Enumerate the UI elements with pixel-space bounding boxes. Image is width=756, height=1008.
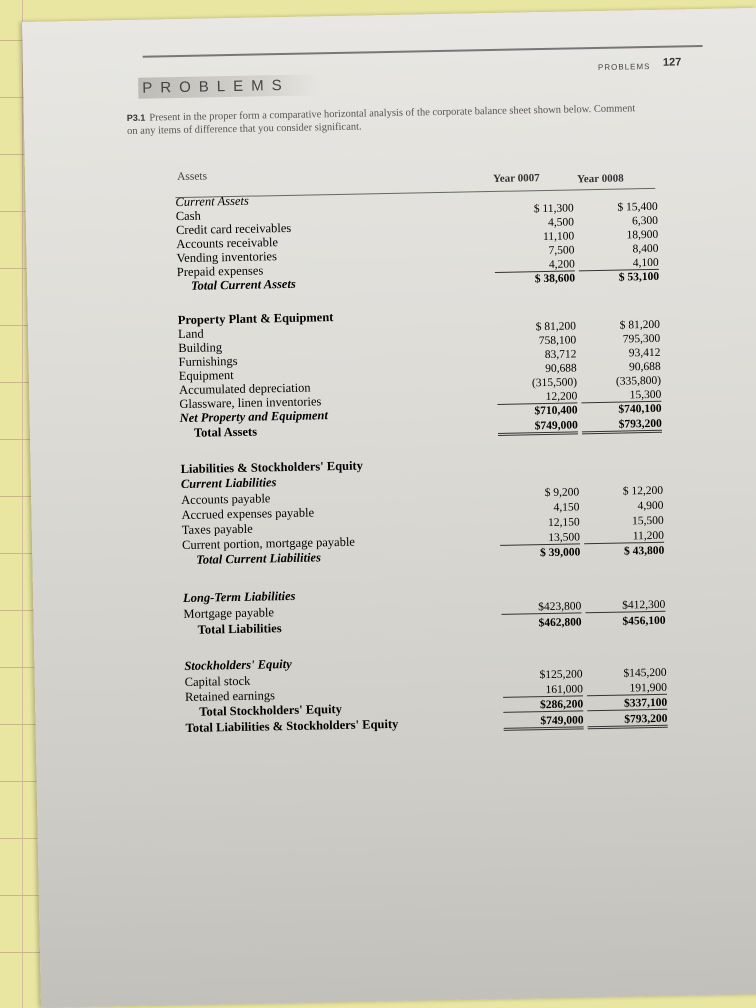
current-asset-row-value-0008: 18,900: [626, 228, 659, 242]
notepad-rule: [0, 781, 40, 782]
total-liabilities-label: Total Liabilities: [197, 621, 282, 637]
equity-row-label: Capital stock: [184, 673, 251, 689]
column-header-year-0008: Year 0008: [577, 172, 624, 186]
current-liabilities-heading: Current Liabilities: [180, 475, 277, 492]
total-liabilities-value-0008: $456,100: [622, 614, 666, 628]
notepad-rule: [0, 724, 40, 725]
balance-sheet-table: [172, 10, 671, 1005]
problem-number: P3.1: [126, 112, 146, 124]
current-liability-row-value-0007: $ 9,200: [544, 486, 580, 500]
assets-heading: Assets: [176, 170, 208, 184]
current-liability-row-value-0007: 12,150: [547, 516, 580, 529]
ppe-row-value-0008: 90,688: [629, 360, 661, 374]
current-asset-row-label: Vending inventories: [176, 249, 278, 266]
equity-row-value-0008: 191,900: [587, 682, 667, 697]
total-assets-value-0008: $793,200: [582, 418, 662, 435]
equity-row-label: Retained earnings: [184, 688, 276, 704]
current-asset-row-label: Cash: [175, 208, 201, 224]
net-property-equipment-value-0007: $710,400: [534, 404, 578, 418]
current-asset-row-value-0008: 8,400: [632, 242, 659, 256]
total-assets-value-0007: $749,000: [498, 419, 578, 436]
notepad-rule: [0, 895, 40, 896]
long-term-liabilities-heading: Long-Term Liabilities: [182, 588, 296, 606]
ppe-row-value-0007: (315,500): [531, 376, 578, 390]
current-liability-row-label: Accounts payable: [181, 491, 271, 508]
mortgage-payable-value-0007: $423,800: [501, 600, 581, 615]
total-current-assets-label: Total Current Assets: [190, 276, 296, 293]
total-liabilities-equity-value-0007: $749,000: [503, 714, 583, 731]
ppe-row-label: Glassware, linen inventories: [179, 394, 322, 412]
current-liability-row-value-0007: 4,150: [553, 501, 580, 514]
ppe-row-label: Accumulated depreciation: [178, 380, 311, 398]
current-asset-row-value-0008: $ 15,400: [617, 200, 658, 214]
current-asset-row-value-0007: 4,500: [547, 216, 575, 229]
current-asset-row-value-0008: 6,300: [631, 214, 659, 228]
total-current-assets-value-0007: $ 38,600: [534, 272, 576, 286]
current-asset-row-value-0007: 7,500: [548, 244, 575, 257]
ppe-row-value-0007: 12,200: [497, 390, 577, 405]
total-current-assets-value-0008: $ 53,100: [618, 270, 660, 284]
ppe-row-label: Furnishings: [178, 353, 238, 370]
mortgage-payable-value-0008: $412,300: [585, 599, 665, 614]
ppe-row-value-0007: 83,712: [544, 348, 577, 362]
running-head: PROBLEMS: [597, 61, 651, 72]
liabilities-equity-heading: Liabilities & Stockholders' Equity: [180, 458, 364, 477]
book-page: [22, 8, 756, 1008]
total-assets-label: Total Assets: [193, 424, 258, 440]
current-liability-row-label: Current portion, mortgage payable: [181, 534, 356, 553]
page-number: 127: [662, 56, 682, 69]
current-asset-row-value-0008: 4,100: [579, 257, 659, 272]
ppe-row-label: Equipment: [178, 368, 234, 384]
current-liability-row-value-0007: 13,500: [500, 531, 580, 546]
equity-row-value-0008: $145,200: [623, 666, 667, 680]
notepad-rule: [0, 838, 40, 839]
ppe-row-value-0007: $ 81,200: [535, 320, 577, 334]
total-current-liabilities-value-0007: $ 39,000: [539, 546, 581, 560]
current-asset-row-label: Accounts receivable: [176, 235, 279, 252]
equity-row-value-0007: $125,200: [539, 668, 583, 682]
current-asset-row-label: Prepaid expenses: [176, 263, 264, 280]
current-liability-row-value-0008: 4,900: [637, 499, 664, 513]
ppe-row-value-0008: $ 81,200: [619, 318, 661, 332]
current-liability-row-value-0008: $ 12,200: [622, 484, 664, 498]
ppe-row-value-0008: 795,300: [622, 332, 661, 346]
notepad-margin-line: [22, 0, 23, 1008]
current-asset-row-value-0007: $ 11,300: [533, 202, 574, 216]
current-liability-row-value-0008: 11,200: [584, 530, 664, 545]
total-stockholders-equity-value-0008: $337,100: [587, 697, 667, 712]
ppe-row-value-0007: 758,100: [538, 334, 577, 348]
total-liabilities-equity-value-0008: $793,200: [587, 713, 667, 730]
mortgage-payable-label: Mortgage payable: [183, 605, 275, 622]
stockholders-equity-heading: Stockholders' Equity: [184, 656, 292, 673]
current-liability-row-label: Accrued expenses payable: [181, 505, 315, 523]
total-liabilities-value-0007: $462,800: [538, 616, 582, 630]
notepad-rule: [0, 952, 40, 953]
current-asset-row-label: Credit card receivables: [175, 220, 292, 238]
total-current-liabilities-label: Total Current Liabilities: [196, 550, 322, 567]
total-current-liabilities-value-0008: $ 43,800: [623, 544, 665, 558]
total-stockholders-equity-value-0007: $286,200: [503, 698, 583, 713]
ppe-row-label: Building: [178, 340, 223, 356]
current-assets-heading: Current Assets: [175, 193, 249, 210]
section-title: PROBLEMS: [138, 74, 320, 98]
ppe-heading: Property Plant & Equipment: [177, 310, 334, 328]
problem-text: Present in the proper form a comparative horizontal analysis of the corporate balance sheet shown below. Comment on any items of difference that you consider significant.: [127, 103, 636, 138]
current-liability-row-label: Taxes payable: [181, 521, 253, 538]
total-stockholders-equity-label: Total Stockholders' Equity: [199, 701, 343, 719]
total-liabilities-equity-label: Total Liabilities & Stockholders' Equity: [185, 716, 399, 735]
current-asset-row-value-0007: 11,100: [542, 230, 575, 244]
current-asset-row-value-0007: 4,200: [495, 258, 575, 273]
net-property-equipment-value-0008: $740,100: [618, 402, 662, 416]
ppe-row-value-0008: 15,300: [581, 389, 661, 404]
net-property-equipment-label: Net Property and Equipment: [179, 408, 329, 426]
ppe-row-label: Land: [177, 326, 204, 342]
ppe-row-value-0008: 93,412: [628, 346, 661, 360]
ppe-row-value-0007: 90,688: [545, 362, 577, 376]
ppe-row-value-0008: (335,800): [615, 374, 662, 388]
column-header-year-0007: Year 0007: [492, 172, 540, 185]
equity-row-value-0007: 161,000: [503, 683, 583, 698]
current-liability-row-value-0008: 15,500: [631, 514, 664, 528]
